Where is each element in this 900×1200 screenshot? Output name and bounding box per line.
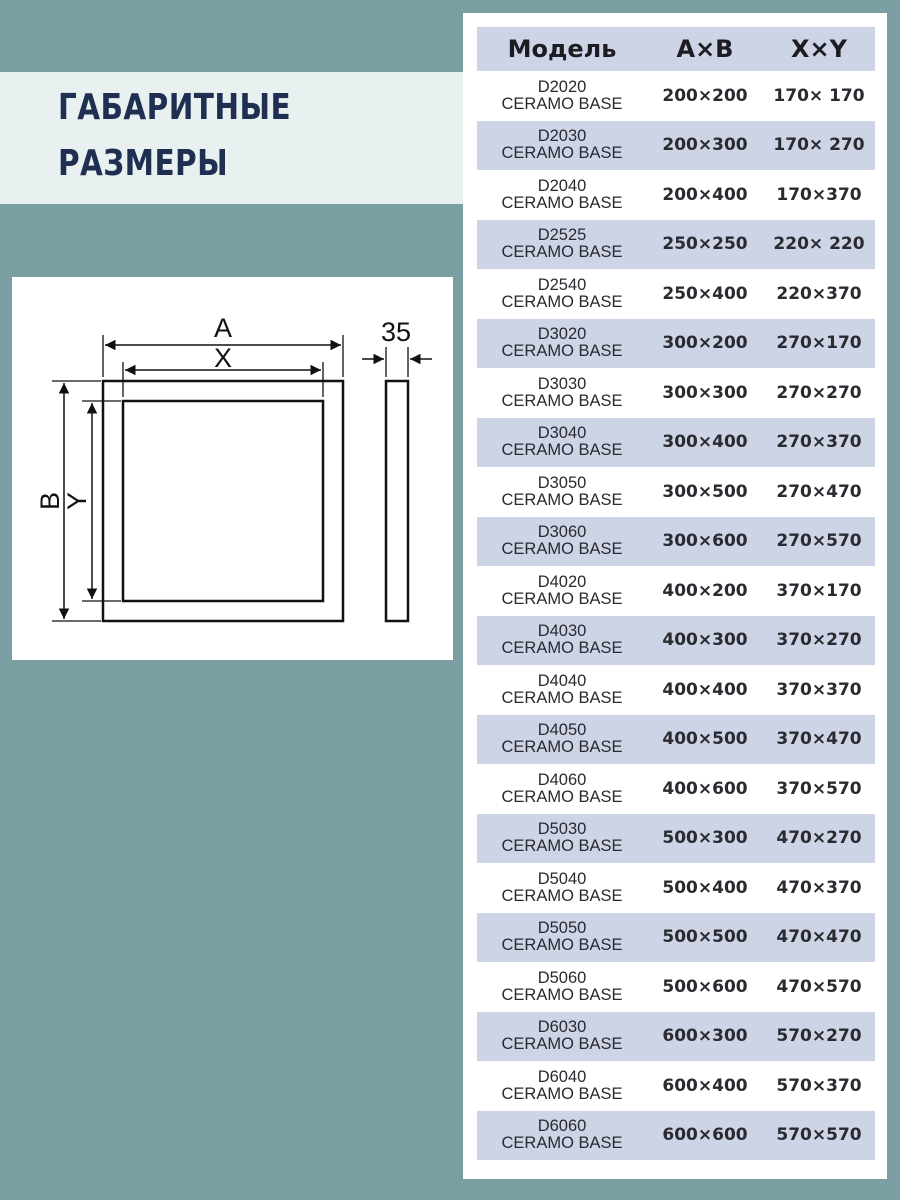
dim-xy-cell: 220× 220 — [763, 220, 875, 270]
label-depth: 35 — [380, 317, 412, 347]
model-code: D2040 — [537, 176, 587, 195]
header-model: Модель — [477, 27, 647, 71]
dim-xy-cell: 170× 170 — [773, 85, 865, 106]
dim-ab-cell: 300×600 — [647, 517, 763, 567]
model-series: CERAMO BASE — [501, 441, 623, 460]
model-series: CERAMO BASE — [501, 837, 623, 856]
dim-xy-cell: 370×570 — [776, 778, 862, 799]
dim-ab-cell: 400×200 — [662, 580, 748, 601]
model-cell — [477, 863, 647, 913]
model-code: D3030 — [537, 374, 587, 393]
header-xy: X×Y — [763, 27, 875, 71]
model-code: D3050 — [537, 473, 587, 492]
dim-ab-cell: 300×400 — [647, 418, 763, 468]
model-code: D3040 — [537, 424, 587, 443]
model-code: D4050 — [537, 721, 587, 740]
dim-xy-cell: 220×370 — [776, 283, 862, 304]
table-row — [477, 863, 875, 913]
model-cell — [477, 71, 647, 121]
model-series: CERAMO BASE — [501, 1035, 623, 1054]
dim-xy-cell: 470×570 — [776, 976, 862, 997]
model-code: D4040 — [537, 671, 587, 690]
dim-ab-cell: 600×600 — [647, 1111, 763, 1161]
dim-xy-cell: 470×270 — [763, 814, 875, 864]
dim-ab-cell: 500×400 — [662, 877, 748, 898]
model-series: CERAMO BASE — [501, 391, 623, 410]
dim-xy-cell: 370×170 — [776, 580, 862, 601]
dim-ab-cell: 200×200 — [662, 85, 748, 106]
model-series: CERAMO BASE — [501, 292, 623, 311]
model-code: D3060 — [537, 523, 587, 542]
model-code: D2525 — [537, 226, 587, 245]
model-cell — [477, 1012, 647, 1062]
dimension-drawing — [12, 277, 453, 660]
table-header-row — [477, 27, 875, 71]
table-row — [477, 319, 875, 369]
table-row — [477, 1111, 875, 1161]
dim-ab-cell: 600×300 — [647, 1012, 763, 1062]
model-series: CERAMO BASE — [501, 886, 623, 905]
title-line-1: ГАБАРИТНЫЕ — [58, 87, 292, 128]
model-series: CERAMO BASE — [501, 985, 623, 1004]
model-code: D4060 — [537, 770, 587, 789]
model-series: CERAMO BASE — [501, 1134, 623, 1153]
model-series: CERAMO BASE — [501, 738, 623, 757]
model-series: CERAMO BASE — [501, 243, 623, 262]
dim-xy-cell: 270×470 — [776, 481, 862, 502]
table-row — [477, 121, 875, 171]
model-code: D2020 — [537, 77, 587, 96]
dim-xy-cell: 470×370 — [776, 877, 862, 898]
dim-ab-cell: 200×300 — [647, 121, 763, 171]
label-x: X — [213, 343, 233, 373]
dim-xy-cell: 570×370 — [776, 1075, 862, 1096]
size-table — [477, 27, 875, 1160]
dim-ab-cell: 500×300 — [647, 814, 763, 864]
dim-ab-cell: 500×600 — [662, 976, 748, 997]
model-cell — [477, 220, 647, 270]
model-cell — [477, 962, 647, 1012]
table-row — [477, 269, 875, 319]
model-cell — [477, 665, 647, 715]
model-code: D5040 — [537, 869, 587, 888]
model-cell — [477, 319, 647, 369]
model-cell — [477, 170, 647, 220]
dim-xy-cell: 370×470 — [763, 715, 875, 765]
page-title — [58, 80, 291, 192]
dim-ab-cell: 300×300 — [662, 382, 748, 403]
dim-xy-cell: 170× 270 — [763, 121, 875, 171]
table-row — [477, 665, 875, 715]
model-code: D6030 — [537, 1018, 587, 1037]
table-row — [477, 566, 875, 616]
model-series: CERAMO BASE — [501, 936, 623, 955]
model-code: D2030 — [537, 127, 587, 146]
model-cell — [477, 467, 647, 517]
model-series: CERAMO BASE — [501, 342, 623, 361]
table-row — [477, 1061, 875, 1111]
table-row — [477, 962, 875, 1012]
table-row — [477, 467, 875, 517]
model-series: CERAMO BASE — [501, 589, 623, 608]
model-cell — [477, 368, 647, 418]
model-series: CERAMO BASE — [501, 94, 623, 113]
table-row — [477, 715, 875, 765]
dim-ab-cell: 400×500 — [647, 715, 763, 765]
dim-xy-cell: 270×370 — [763, 418, 875, 468]
label-b: B — [35, 491, 65, 511]
model-series: CERAMO BASE — [501, 639, 623, 658]
dim-ab-cell: 400×300 — [647, 616, 763, 666]
model-series: CERAMO BASE — [501, 144, 623, 163]
label-a: A — [213, 313, 233, 343]
dim-xy-cell: 570×270 — [763, 1012, 875, 1062]
model-cell — [477, 616, 647, 666]
dim-ab-cell: 300×500 — [662, 481, 748, 502]
model-code: D6060 — [537, 1117, 587, 1136]
dim-xy-cell: 370×270 — [763, 616, 875, 666]
dim-ab-cell: 300×200 — [647, 319, 763, 369]
table-row — [477, 71, 875, 121]
model-cell — [477, 517, 647, 567]
table-row — [477, 616, 875, 666]
model-cell — [477, 814, 647, 864]
table-row — [477, 418, 875, 468]
model-cell — [477, 764, 647, 814]
model-cell — [477, 418, 647, 468]
model-code: D6040 — [537, 1067, 587, 1086]
model-cell — [477, 1111, 647, 1161]
model-cell — [477, 121, 647, 171]
model-code: D5030 — [537, 820, 587, 839]
side-profile — [386, 381, 408, 621]
model-series: CERAMO BASE — [501, 540, 623, 559]
model-cell — [477, 1061, 647, 1111]
model-code: D2540 — [537, 275, 587, 294]
model-series: CERAMO BASE — [501, 490, 623, 509]
table-row — [477, 220, 875, 270]
model-cell — [477, 269, 647, 319]
table-row — [477, 517, 875, 567]
model-code: D4030 — [537, 622, 587, 641]
model-code: D3020 — [537, 325, 587, 344]
model-series: CERAMO BASE — [501, 1084, 623, 1103]
header-ab: A×B — [647, 27, 763, 71]
table-row — [477, 814, 875, 864]
outer-frame — [103, 381, 343, 621]
dim-ab-cell: 250×400 — [662, 283, 748, 304]
model-series: CERAMO BASE — [501, 787, 623, 806]
model-code: D5050 — [537, 919, 587, 938]
model-series: CERAMO BASE — [501, 688, 623, 707]
model-cell — [477, 913, 647, 963]
table-row — [477, 1012, 875, 1062]
model-code: D5060 — [537, 968, 587, 987]
table-row — [477, 913, 875, 963]
dim-ab-cell: 400×600 — [662, 778, 748, 799]
dim-xy-cell: 370×370 — [776, 679, 862, 700]
model-cell — [477, 715, 647, 765]
title-line-2: РАЗМЕРЫ — [58, 143, 229, 184]
dim-xy-cell: 270×570 — [763, 517, 875, 567]
dim-xy-cell: 470×470 — [763, 913, 875, 963]
dim-xy-cell: 270×170 — [763, 319, 875, 369]
model-cell — [477, 566, 647, 616]
model-series: CERAMO BASE — [501, 193, 623, 212]
dim-ab-cell: 500×500 — [647, 913, 763, 963]
size-table-card — [463, 13, 887, 1179]
dim-xy-cell: 270×270 — [776, 382, 862, 403]
dim-xy-cell: 570×570 — [763, 1111, 875, 1161]
label-y: Y — [62, 491, 92, 511]
model-code: D4020 — [537, 572, 587, 591]
dim-ab-cell: 600×400 — [662, 1075, 748, 1096]
table-row — [477, 170, 875, 220]
dim-ab-cell: 200×400 — [662, 184, 748, 205]
inner-opening — [123, 401, 323, 601]
dim-ab-cell: 400×400 — [662, 679, 748, 700]
dimension-diagram — [12, 277, 453, 660]
table-row — [477, 368, 875, 418]
table-row — [477, 764, 875, 814]
dim-ab-cell: 250×250 — [647, 220, 763, 270]
dim-xy-cell: 170×370 — [776, 184, 862, 205]
